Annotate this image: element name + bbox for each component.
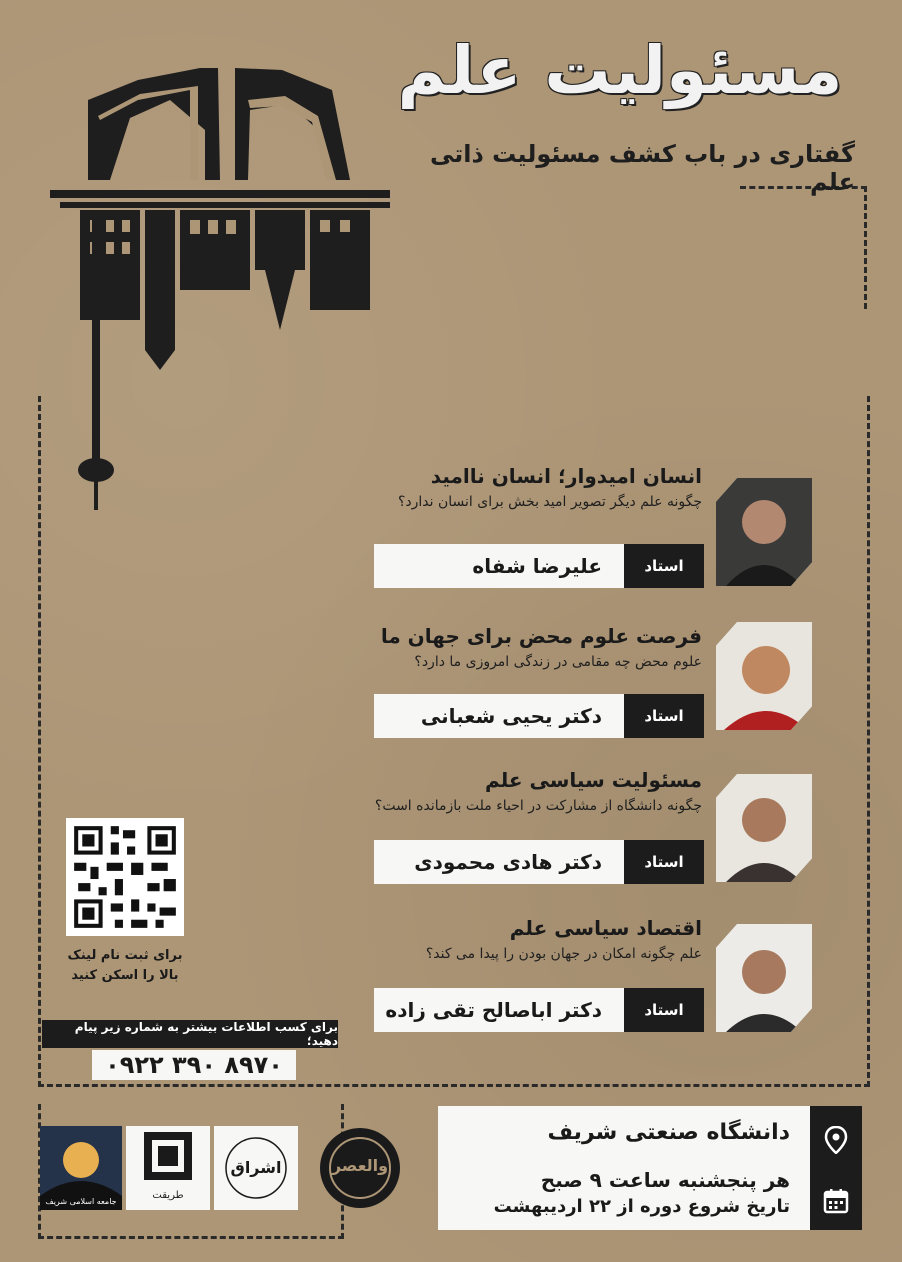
contact-info-bar: برای کسب اطلاعات بیشتر به شماره زیر پیام دهید؛ bbox=[42, 1020, 338, 1048]
venue-box bbox=[438, 1106, 810, 1230]
qr-caption-line2: بالا را اسکن کنید bbox=[71, 968, 179, 983]
venue-icon-column bbox=[810, 1106, 862, 1230]
venue-start-date: تاریخ شروع دوره از ۲۲ اردیبهشت bbox=[493, 1196, 790, 1217]
logo-val-asr bbox=[310, 1120, 410, 1220]
speaker-photo-2 bbox=[716, 622, 812, 730]
qr-caption-line1: برای ثبت نام لینک bbox=[67, 948, 183, 963]
logo-label: اشراق bbox=[230, 1158, 282, 1177]
professor-role: استاد bbox=[624, 988, 704, 1032]
session-title: اقتصاد سیاسی علم bbox=[509, 916, 702, 940]
logo-jameh-eslami-sharif bbox=[40, 1126, 122, 1210]
professor-name: دکتر یحیی شعبانی bbox=[374, 694, 624, 738]
professor-row-2 bbox=[374, 694, 704, 738]
speaker-photo-1 bbox=[716, 478, 812, 586]
venue-schedule: هر پنجشنبه ساعت ۹ صبح bbox=[540, 1168, 790, 1192]
session-question: علوم محض چه مقامی در زندگی امروزی ما دارد؟ bbox=[414, 654, 702, 670]
professor-name: دکتر اباصالح تقی زاده bbox=[374, 988, 624, 1032]
session-title: انسان امیدوار؛ انسان ناامید bbox=[430, 464, 702, 488]
professor-role: استاد bbox=[624, 694, 704, 738]
professor-row-1 bbox=[374, 544, 704, 588]
qr-caption bbox=[40, 946, 210, 986]
session-2 bbox=[282, 624, 702, 670]
phone-number[interactable]: ۰۹۲۲ ۳۹۰ ۸۹۷۰ bbox=[92, 1050, 296, 1080]
logo-label: جامعه اسلامی شریف bbox=[45, 1197, 117, 1206]
professor-name: دکتر هادی محمودی bbox=[374, 840, 624, 884]
map-pin-icon bbox=[824, 1126, 848, 1154]
logo-label: طریقت bbox=[152, 1190, 184, 1201]
session-question: علم چگونه امکان در جهان بودن را پیدا می کند؟ bbox=[425, 946, 702, 962]
professor-row-3 bbox=[374, 840, 704, 884]
session-4 bbox=[282, 916, 702, 962]
professor-row-4 bbox=[374, 988, 704, 1032]
professor-role: استاد bbox=[624, 544, 704, 588]
logo-label: والعصر bbox=[331, 1156, 389, 1175]
session-3 bbox=[282, 768, 702, 814]
professor-role: استاد bbox=[624, 840, 704, 884]
session-title: فرصت علوم محض برای جهان ما bbox=[380, 624, 702, 648]
registration-qr-code[interactable] bbox=[66, 818, 184, 936]
logo-eshragh bbox=[214, 1126, 298, 1210]
page-subtitle: گفتاری در باب کشف مسئولیت ذاتی علم bbox=[429, 140, 855, 196]
session-title: مسئولیت سیاسی علم bbox=[485, 768, 702, 792]
dashed-frame-top bbox=[740, 186, 867, 309]
professor-name: علیرضا شفاه bbox=[374, 544, 624, 588]
speaker-photo-3 bbox=[716, 774, 812, 882]
venue-place: دانشگاه صنعتی شریف bbox=[547, 1120, 790, 1145]
session-question: چگونه علم دیگر تصویر امید بخش برای انسان ندارد؟ bbox=[397, 494, 702, 510]
logo-tarighat bbox=[126, 1126, 210, 1210]
page-title: مسئولیت علم bbox=[397, 32, 843, 109]
speaker-photo-4 bbox=[716, 924, 812, 1032]
calendar-icon bbox=[823, 1188, 849, 1214]
session-1 bbox=[282, 464, 702, 510]
session-question: چگونه دانشگاه از مشارکت در احیاء ملت بازمانده است؟ bbox=[374, 798, 702, 814]
